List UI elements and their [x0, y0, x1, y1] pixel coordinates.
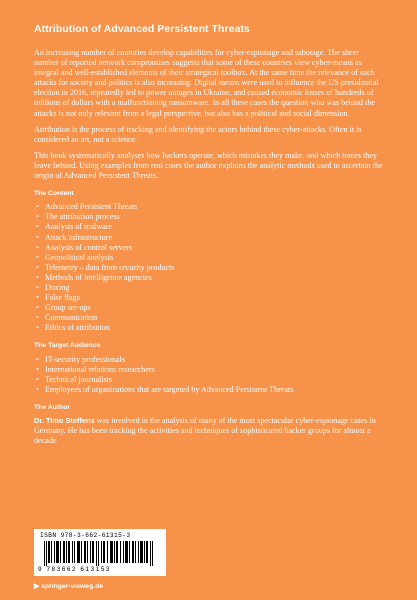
list-item: • Communication	[34, 313, 384, 323]
author-name: Dr. Timo Steffens	[34, 416, 95, 425]
content-heading: The Content	[34, 190, 74, 198]
isbn-barcode	[34, 529, 166, 576]
blurb-content	[34, 48, 384, 452]
isbn-label: ISBN 978-3-662-61315-3	[40, 532, 131, 539]
list-item: • Geopolitical analysis	[34, 253, 384, 263]
list-item: • Advanced Persistent Threats	[34, 202, 384, 212]
intro-paragraph-3: This book systematically analyses how hackers operate, which mistakes they make, and which traces they leave behind. Using examples from real cases the author explains the analytic methods used to ascertain the origin of Advanced Persistent Threats.	[34, 150, 383, 181]
intro-paragraph-2: Attribution is the process of tracking and identifying the actors behind these cyber-attacks. Often it is considered an art, not a science.	[34, 124, 362, 144]
list-item: • International relations researchers	[34, 365, 384, 375]
list-item: • Employees of organizations that are targeted by Advanced Persistent Threats	[34, 385, 384, 395]
content-list	[34, 202, 384, 333]
barcode-digits: 9 783662 613153	[38, 566, 112, 573]
list-item: • Analysis of control servers	[34, 243, 384, 253]
list-item: • The attribution process	[34, 212, 384, 222]
audience-list	[34, 355, 384, 395]
list-item: • Analysis of malware	[34, 222, 384, 232]
author-bio: was involved in the analysis of many of the most spectacular cyber-espionage cases in Germany. He has been tracking the activities and techniques of sophisticated hacker groups for almost a decade.	[34, 416, 376, 446]
list-item: • Attack infrastructure	[34, 233, 384, 243]
list-item: • Ethics of attribution	[34, 323, 384, 333]
list-item: • Technical journalists	[34, 375, 384, 385]
list-item: • Methods of intelligence agencies	[34, 273, 384, 283]
list-item: • False flags	[34, 293, 384, 303]
author-heading: The Author	[34, 403, 70, 411]
author-bio-paragraph	[34, 416, 384, 446]
publisher-link[interactable]: ▶ springer-vieweg.de	[34, 583, 104, 590]
book-title: Attribution of Advanced Persistent Threats	[34, 23, 250, 35]
barcode-icon	[38, 541, 162, 566]
list-item: • IT-security professionals	[34, 355, 384, 365]
list-item: • Doxing	[34, 283, 384, 293]
audience-heading: The Target Audience	[34, 342, 101, 350]
list-item: • Group set-ups	[34, 303, 384, 313]
intro-paragraph-1: An increasing number of countries develop capabilities for cyber-espionage and sabotage. The sheer number of reported network compromises suggests that some of these countries view cyber-means as integral and well-established elements of their strategical toolbox. At the same time the relevance of such attacks for society and politics is also increasing. Digital means were used to influence the US presidential election in 2016, repeatedly led to power outages in Ukraine, and caused economic losses of hundreds of millions of dollars with a malfunctioning ransomware. In all these cases the question who was behind the attacks is not only relevant from a legal perspective, but also has a political and social dimension.	[34, 48, 379, 118]
list-item: • Telemetry – data from security products	[34, 263, 384, 273]
